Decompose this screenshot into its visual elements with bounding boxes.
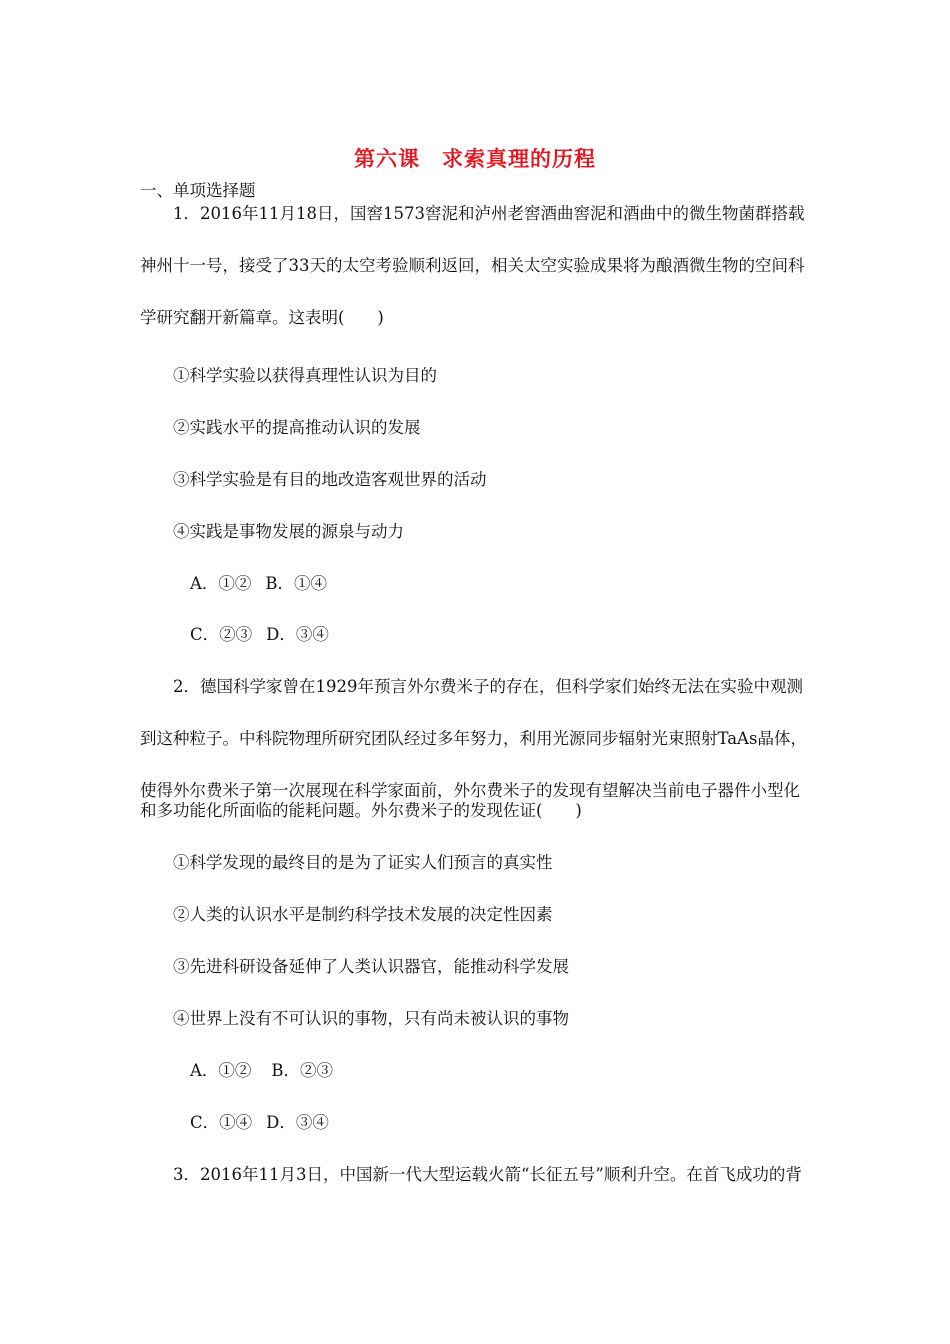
question-2-line-4: 和多功能化所面临的能耗问题。外尔费米子的发现佐证( ) [140, 801, 582, 820]
question-1-option-a[interactable]: A．①② [190, 574, 252, 593]
question-1-option-b[interactable]: B．①④ [265, 574, 328, 593]
page-title: 第六课 求索真理的历程 [354, 147, 596, 171]
question-3-line-1: 3．2016年11月3日，中国新一代大型运载火箭“长征五号”顺利升空。在首飞成功的背 [173, 1165, 802, 1184]
question-2-option-b[interactable]: B．②③ [271, 1061, 334, 1080]
question-2-option-a[interactable]: A．①② [190, 1061, 252, 1080]
question-1-option-c[interactable]: C．②③ [190, 625, 253, 644]
question-1-line-3: 学研究翻开新篇章。这表明( ) [140, 308, 384, 327]
question-2-item-2: ②人类的认识水平是制约科学技术发展的决定性因素 [173, 905, 553, 924]
question-1-line-1: 1．2016年11月18日，国窖1573窖泥和泸州老窖酒曲窖泥和酒曲中的微生物菌群搭载 [173, 204, 805, 223]
question-1-option-d[interactable]: D．③④ [266, 625, 329, 644]
question-1-item-2: ②实践水平的提高推动认识的发展 [173, 418, 421, 437]
question-2-option-d[interactable]: D．③④ [266, 1113, 329, 1132]
question-2-line-2: 到这种粒子。中科院物理所研究团队经过多年努力，利用光源同步辐射光束照射TaAs晶体， [140, 729, 807, 748]
section-heading: 一、单项选择题 [140, 181, 256, 200]
question-2-item-3: ③先进科研设备延伸了人类认识器官，能推动科学发展 [173, 957, 569, 976]
question-1-item-1: ①科学实验以获得真理性认识为目的 [173, 366, 437, 385]
question-2-option-c[interactable]: C．①④ [190, 1113, 253, 1132]
question-2-item-4: ④世界上没有不可认识的事物，只有尚未被认识的事物 [173, 1009, 569, 1028]
question-2-options-row-2 [190, 1112, 329, 1134]
question-1-options-row-1 [190, 573, 327, 595]
question-1-options-row-2 [190, 624, 329, 646]
question-1-item-3: ③科学实验是有目的地改造客观世界的活动 [173, 470, 487, 489]
question-2-options-row-1 [190, 1060, 333, 1082]
question-2-item-1: ①科学发现的最终目的是为了证实人们预言的真实性 [173, 853, 553, 872]
question-2-line-3: 使得外尔费米子第一次展现在科学家面前，外尔费米子的发现有望解决当前电子器件小型化 [140, 781, 800, 800]
question-2-line-1: 2．德国科学家曾在1929年预言外尔费米子的存在，但科学家们始终无法在实验中观测 [173, 677, 803, 696]
question-1-item-4: ④实践是事物发展的源泉与动力 [173, 522, 404, 541]
question-1-line-2: 神州十一号，接受了33天的太空考验顺利返回，相关太空实验成果将为酿酒微生物的空间科 [140, 256, 805, 275]
